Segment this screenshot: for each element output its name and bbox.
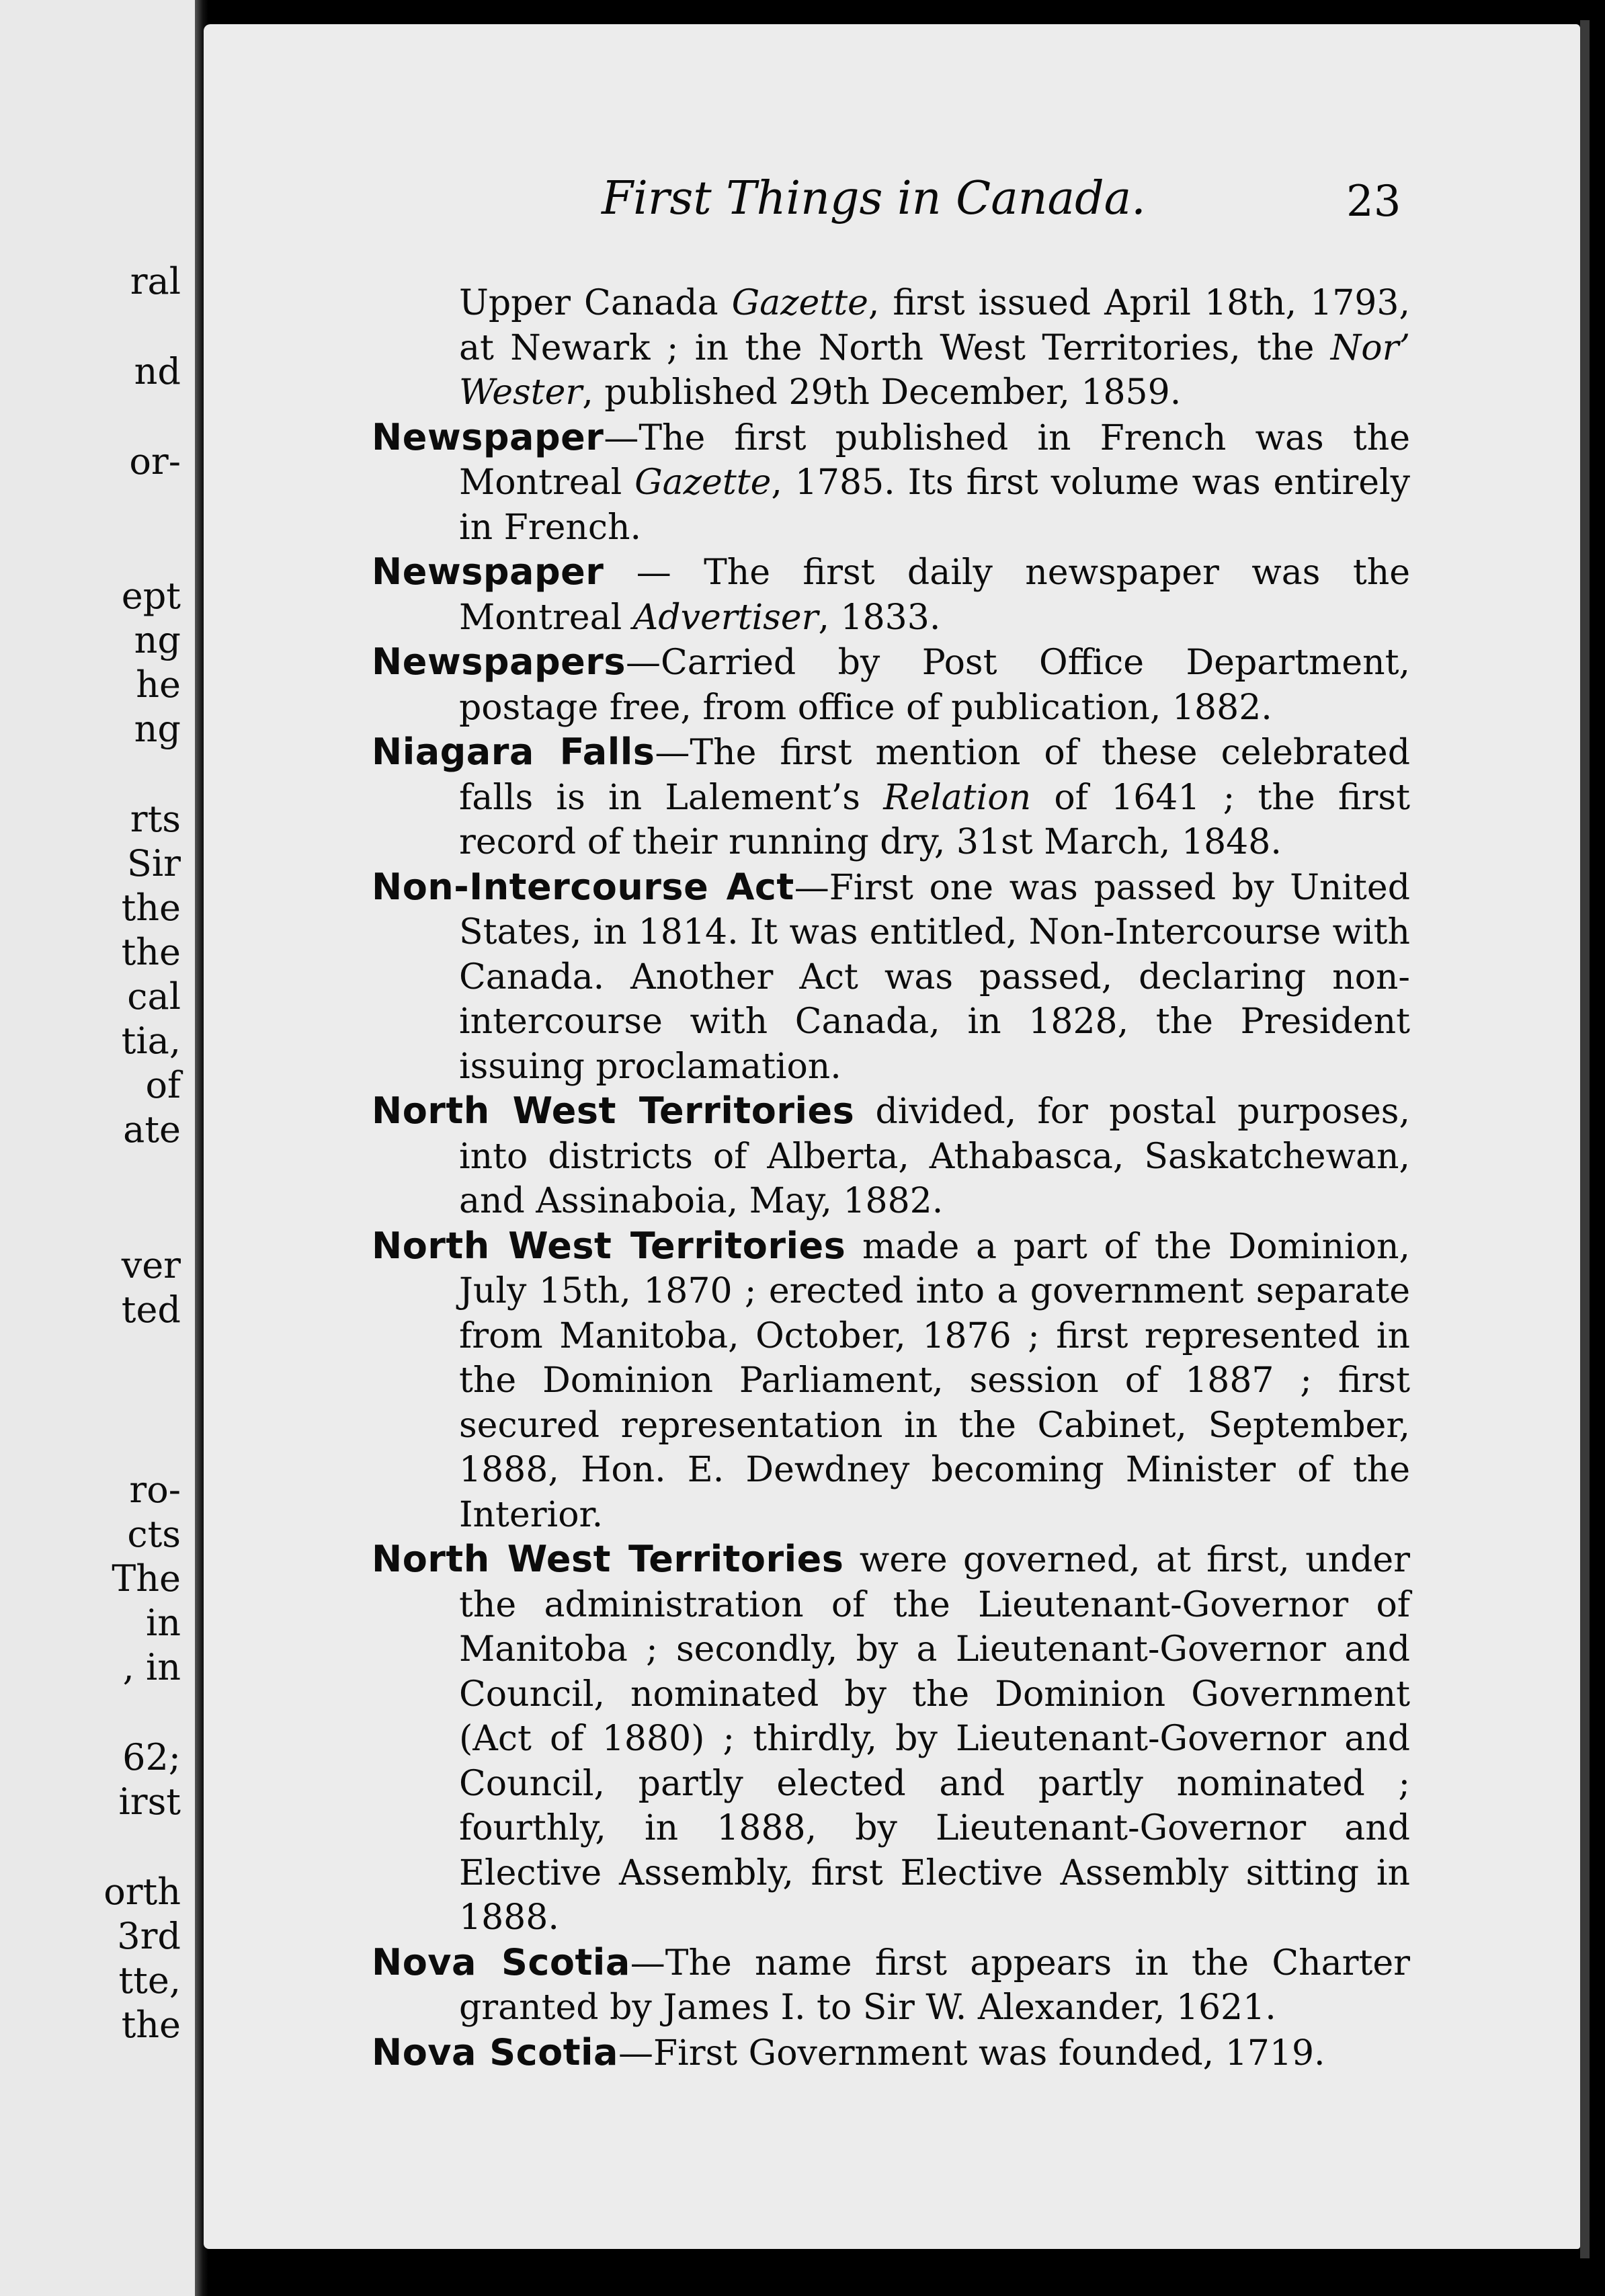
entry [372,640,1410,730]
page-edge [1580,20,1590,2258]
entry-headword: Nova Scotia [372,2031,618,2074]
left-page-fragment: rts [130,798,181,840]
entry [372,730,1410,865]
entry-headword: North West Territories [372,1090,855,1132]
left-page-fragment: the [121,2004,181,2046]
left-page-fragment: ng [134,708,181,750]
entry [372,1089,1410,1224]
entry-headword: North West Territories [372,1538,844,1580]
entry-text: , published 29th December, 1859. [582,372,1182,413]
running-title: First Things in Canada. [602,172,1146,225]
left-page-fragment: ted [121,1288,181,1331]
entry-text: made a part of the Dominion, July 15th, 1870 ; erected into a government separate from Manitoba, October, 1876 ; first represented in the Dominion Parliament, session of 1887 ; first secured representation in the Cabinet, September, 1888, Hon. E. Dewdney becoming Minister of the Interior. [459,1226,1410,1535]
left-page-fragment: in [145,1602,181,1644]
entry-headword: Newspaper [372,550,604,593]
left-page-fragment: ral [130,260,181,302]
page-number: 23 [1346,177,1401,227]
italic-title: Nor’ Wester [459,327,1410,413]
entry [372,1940,1410,2031]
entry-text: —First one was passed by United States, in 1814. It was entitled, Non-Intercourse with Canada. Another Act was passed, declaring non-intercourse with Canada, in 1828, the President issuing proclamation. [459,867,1410,1087]
left-facing-page [0,0,198,2296]
left-page-fragment: cal [127,975,181,1018]
entry-headword: Newspaper [372,415,604,458]
italic-title: Gazette [634,462,772,503]
left-page-fragment: 3rd [117,1915,181,1957]
entry [372,1537,1410,1940]
entry-text: Upper Canada [459,283,732,323]
left-page-fragment: , in [122,1646,181,1688]
running-head [204,172,1580,226]
entry-list [372,281,1410,2076]
left-page-fragment: the [121,931,181,973]
left-page-fragment: ng [134,619,181,661]
left-page-fragment: nd [134,350,181,393]
entry-text: —The first published in French was the Montreal [459,417,1410,503]
entry-headword: Newspapers [372,641,626,683]
left-page-fragment: the [121,887,181,929]
left-page-fragment: or- [129,440,181,483]
entry [372,550,1410,640]
entry [372,1224,1410,1538]
entry-text: , 1833. [818,597,941,638]
left-page-fragment: tte, [118,1959,181,2002]
left-page-fragment: irst [118,1780,181,1823]
left-page-fragment: ate [123,1108,181,1151]
italic-title: Gazette [731,283,868,323]
left-page-fragment: The [112,1557,181,1600]
entry-text: —Carried by Post Office Department, postage free, from office of publication, 1882. [459,643,1410,728]
entry-text: —The name first appears in the Charter granted by James I. to Sir W. Alexander, 1621. [459,1942,1410,2028]
left-page-fragment: of [145,1064,181,1106]
entry-text: —The first mention of these celebrated falls is in Lalement’s [459,733,1410,818]
entry-text: of 1641 ; the first record of their running dry, 31st March, 1848. [459,777,1410,862]
entry-text: divided, for postal purposes, into districts of Alberta, Athabasca, Saskatchewan, and Assinaboia, May, 1882. [459,1092,1410,1221]
entry-headword: Niagara Falls [372,731,655,773]
left-page-fragment: ver [121,1244,181,1286]
entry-headword: North West Territories [372,1224,846,1267]
italic-title: Relation [883,777,1032,818]
entry [372,865,1410,1090]
entry-text: —First Government was founded, 1719. [618,2033,1325,2074]
left-page-fragment: ro- [129,1469,181,1511]
entry-text: — The first daily newspaper was the Montreal [459,552,1410,638]
entry [372,415,1410,550]
left-page-fragment: tia, [121,1020,181,1062]
italic-title: Advertiser [632,597,819,638]
entry-headword: Non-Intercourse Act [372,865,794,908]
entry-text: , 1785. Its first volume was entirely in French. [459,462,1410,548]
right-page [204,24,1580,2249]
entry [372,2031,1410,2076]
entry-continuation [372,281,1410,415]
left-page-fragment: ept [121,575,181,617]
left-page-fragment: Sir [126,842,181,885]
entry-text: , first issued April 18th, 1793, at Newark ; in the North West Territories, the [459,283,1410,368]
left-page-fragment: orth [104,1871,181,1913]
left-page-fragment: he [136,663,181,706]
left-page-fragment: cts [127,1513,181,1555]
entry-text: were governed, at first, under the administration of the Lieutenant-Governor of Manitoba ; secondly, by a Lieutenant-Governor and Council, nominated by the Dominion Government (Act of 1880) ; thirdly, by Lieutenant-Governor and Council, partly elected and partly nominated ; fourthly, in 1888, by Lieutenant-Governor and Elective Assembly, first Elective Assembly sitting in 1888. [459,1540,1411,1938]
entry-headword: Nova Scotia [372,1940,630,1983]
left-page-fragment: 62; [122,1736,181,1778]
